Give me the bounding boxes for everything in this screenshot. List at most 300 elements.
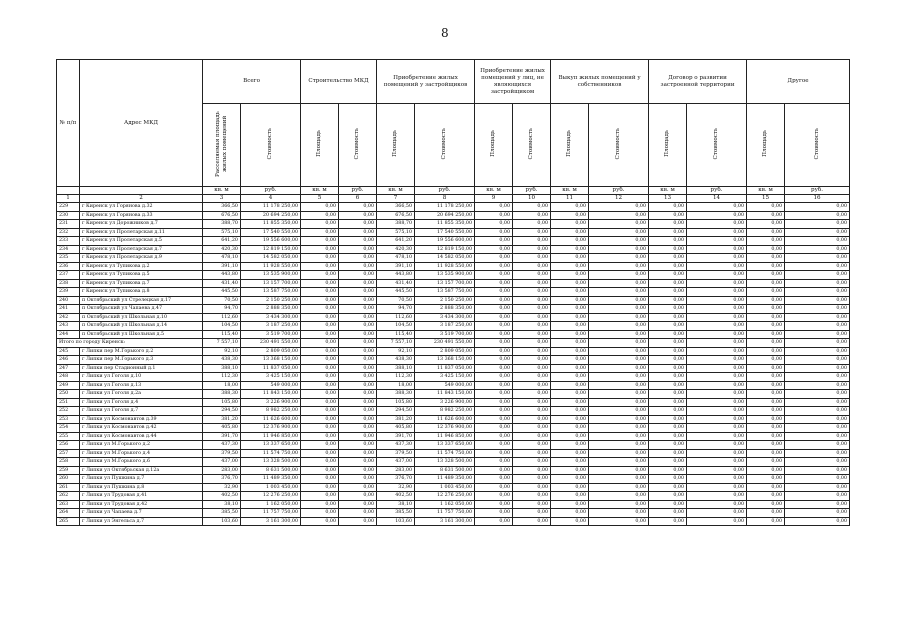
developer-cost: 13 368 150,00 — [415, 356, 475, 365]
non-developer-cost: 0,00 — [513, 305, 551, 314]
column-number: 4 — [241, 195, 301, 203]
buyout-area: 0,00 — [551, 441, 589, 450]
row-index: 232 — [57, 228, 80, 237]
unit-area: кв. м — [203, 187, 241, 195]
non-developer-cost: 0,00 — [513, 517, 551, 526]
total-cost: 549 000,00 — [241, 381, 301, 390]
non-developer-area: 0,00 — [475, 262, 513, 271]
other-area: 0,00 — [747, 305, 785, 314]
non-developer-area: 0,00 — [475, 424, 513, 433]
buyout-area: 0,00 — [551, 254, 589, 263]
header-cost: Стоимость — [813, 127, 820, 160]
table-row — [57, 271, 850, 280]
header-area: Площадь — [762, 130, 769, 157]
buyout-area: 0,00 — [551, 296, 589, 305]
total-cost: 11 574 750,00 — [241, 449, 301, 458]
total-cost: 19 556 600,00 — [241, 237, 301, 246]
table-row — [57, 373, 850, 382]
row-address: п Октябрьский ул Школьная д.10 — [80, 313, 203, 322]
row-index: 256 — [57, 441, 80, 450]
buyout-cost: 0,00 — [589, 356, 649, 365]
total-cost: 13 368 150,00 — [241, 356, 301, 365]
territory-area: 0,00 — [649, 211, 687, 220]
other-area: 0,00 — [747, 322, 785, 331]
developer-area: 379,50 — [377, 449, 415, 458]
non-developer-cost: 0,00 — [513, 322, 551, 331]
buyout-area: 0,00 — [551, 279, 589, 288]
buyout-cost: 0,00 — [589, 458, 649, 467]
territory-cost: 0,00 — [687, 356, 747, 365]
buyout-cost: 0,00 — [589, 517, 649, 526]
developer-area: 445,50 — [377, 288, 415, 297]
other-area: 0,00 — [747, 483, 785, 492]
other-area: 0,00 — [747, 220, 785, 229]
other-area: 0,00 — [747, 432, 785, 441]
developer-cost: 3 226 900,00 — [415, 398, 475, 407]
developer-area: 283,00 — [377, 466, 415, 475]
total-cost: 11 928 550,00 — [241, 262, 301, 271]
territory-area: 0,00 — [649, 373, 687, 382]
buyout-cost: 0,00 — [589, 220, 649, 229]
column-number: 16 — [785, 195, 850, 203]
buyout-area: 0,00 — [551, 475, 589, 484]
row-index: 264 — [57, 509, 80, 518]
territory-cost: 0,00 — [687, 330, 747, 339]
other-cost: 0,00 — [785, 390, 850, 399]
header-area: Площадь — [392, 130, 399, 157]
other-cost: 0,00 — [785, 339, 850, 348]
territory-area: 0,00 — [649, 407, 687, 416]
non-developer-cost: 0,00 — [513, 458, 551, 467]
developer-cost: 1 162 050,00 — [415, 500, 475, 509]
buyout-cost: 0,00 — [589, 500, 649, 509]
developer-area: 366,50 — [377, 203, 415, 212]
unit-cost: руб. — [339, 187, 377, 195]
construction-area: 0,00 — [301, 339, 339, 348]
territory-cost: 0,00 — [687, 449, 747, 458]
row-address: г Киренск ул Тупикова д.8 — [80, 288, 203, 297]
table-row — [57, 228, 850, 237]
developer-area: 676,50 — [377, 211, 415, 220]
header-group-construction: Строительство МКД — [301, 60, 377, 104]
other-cost: 0,00 — [785, 254, 850, 263]
table-row — [57, 322, 850, 331]
other-area: 0,00 — [747, 296, 785, 305]
other-area: 0,00 — [747, 492, 785, 501]
total-cost: 8 982 250,00 — [241, 407, 301, 416]
other-area: 0,00 — [747, 262, 785, 271]
total-cost: 13 587 750,00 — [241, 288, 301, 297]
row-index: 259 — [57, 466, 80, 475]
construction-area: 0,00 — [301, 398, 339, 407]
developer-area: 381,20 — [377, 415, 415, 424]
territory-cost: 0,00 — [687, 415, 747, 424]
row-address: г Киренск ул Пролетарская д.5 — [80, 237, 203, 246]
buyout-area: 0,00 — [551, 228, 589, 237]
non-developer-cost: 0,00 — [513, 347, 551, 356]
table-row — [57, 509, 850, 518]
total-area: 376,70 — [203, 475, 241, 484]
total-cost: 17 540 550,00 — [241, 228, 301, 237]
buyout-cost: 0,00 — [589, 339, 649, 348]
territory-cost: 0,00 — [687, 458, 747, 467]
developer-cost: 2 809 050,00 — [415, 347, 475, 356]
construction-area: 0,00 — [301, 407, 339, 416]
other-area: 0,00 — [747, 381, 785, 390]
buyout-area: 0,00 — [551, 407, 589, 416]
total-cost: 14 582 050,00 — [241, 254, 301, 263]
buyout-cost: 0,00 — [589, 364, 649, 373]
territory-cost: 0,00 — [687, 296, 747, 305]
table-row — [57, 432, 850, 441]
construction-area: 0,00 — [301, 441, 339, 450]
row-index: 251 — [57, 398, 80, 407]
developer-cost: 8 982 250,00 — [415, 407, 475, 416]
total-cost: 13 337 650,00 — [241, 441, 301, 450]
other-cost: 0,00 — [785, 509, 850, 518]
territory-area: 0,00 — [649, 271, 687, 280]
buyout-area: 0,00 — [551, 458, 589, 467]
non-developer-cost: 0,00 — [513, 288, 551, 297]
construction-area: 0,00 — [301, 211, 339, 220]
construction-area: 0,00 — [301, 466, 339, 475]
total-area: 445,50 — [203, 288, 241, 297]
construction-cost: 0,00 — [339, 381, 377, 390]
total-area: 391,10 — [203, 262, 241, 271]
non-developer-area: 0,00 — [475, 211, 513, 220]
row-address: г Липки ул Трудовая д.42 — [80, 500, 203, 509]
row-address: г Липки ул Гоголя д.4 — [80, 398, 203, 407]
total-cost: 11 946 850,00 — [241, 432, 301, 441]
header-cost: Стоимость — [441, 127, 448, 160]
total-cost: 3 519 700,00 — [241, 330, 301, 339]
non-developer-cost: 0,00 — [513, 245, 551, 254]
non-developer-cost: 0,00 — [513, 228, 551, 237]
other-cost: 0,00 — [785, 262, 850, 271]
other-cost: 0,00 — [785, 415, 850, 424]
total-area: 94,70 — [203, 305, 241, 314]
non-developer-area: 0,00 — [475, 203, 513, 212]
table-row — [57, 381, 850, 390]
row-address: г Киренск ул Горянова д.32 — [80, 203, 203, 212]
territory-cost: 0,00 — [687, 500, 747, 509]
construction-cost: 0,00 — [339, 313, 377, 322]
buyout-area: 0,00 — [551, 517, 589, 526]
other-cost: 0,00 — [785, 296, 850, 305]
developer-cost: 11 574 750,00 — [415, 449, 475, 458]
construction-cost: 0,00 — [339, 356, 377, 365]
total-area: 405,80 — [203, 424, 241, 433]
table-row — [57, 262, 850, 271]
table-row — [57, 288, 850, 297]
total-area: 388,30 — [203, 390, 241, 399]
buyout-area: 0,00 — [551, 483, 589, 492]
total-area: 104,50 — [203, 322, 241, 331]
other-area: 0,00 — [747, 475, 785, 484]
header-area: Площадь — [566, 130, 573, 157]
other-area: 0,00 — [747, 356, 785, 365]
territory-area: 0,00 — [649, 356, 687, 365]
row-index: 231 — [57, 220, 80, 229]
developer-cost: 3 519 700,00 — [415, 330, 475, 339]
other-area: 0,00 — [747, 364, 785, 373]
other-cost: 0,00 — [785, 483, 850, 492]
non-developer-cost: 0,00 — [513, 373, 551, 382]
other-cost: 0,00 — [785, 330, 850, 339]
developer-cost: 3 425 150,00 — [415, 373, 475, 382]
row-index: 263 — [57, 500, 80, 509]
construction-area: 0,00 — [301, 509, 339, 518]
territory-area: 0,00 — [649, 322, 687, 331]
table-row — [57, 211, 850, 220]
table-row — [57, 398, 850, 407]
resettlement-table — [56, 59, 850, 526]
territory-area: 0,00 — [649, 339, 687, 348]
table-row — [57, 415, 850, 424]
header-group-other: Другое — [747, 60, 850, 104]
construction-cost: 0,00 — [339, 271, 377, 280]
table-row — [57, 483, 850, 492]
construction-cost: 0,00 — [339, 220, 377, 229]
table-row — [57, 237, 850, 246]
other-cost: 0,00 — [785, 245, 850, 254]
row-index: 258 — [57, 458, 80, 467]
total-cost: 3 425 150,00 — [241, 373, 301, 382]
buyout-cost: 0,00 — [589, 279, 649, 288]
unit-cost: руб. — [513, 187, 551, 195]
non-developer-cost: 0,00 — [513, 381, 551, 390]
territory-cost: 0,00 — [687, 262, 747, 271]
row-address: п Октябрьский ул Чапаева д.47 — [80, 305, 203, 314]
buyout-area: 0,00 — [551, 288, 589, 297]
other-area: 0,00 — [747, 373, 785, 382]
territory-area: 0,00 — [649, 517, 687, 526]
other-cost: 0,00 — [785, 441, 850, 450]
other-area: 0,00 — [747, 288, 785, 297]
other-area: 0,00 — [747, 415, 785, 424]
construction-area: 0,00 — [301, 432, 339, 441]
total-cost: 3 434 300,00 — [241, 313, 301, 322]
row-index: 265 — [57, 517, 80, 526]
construction-area: 0,00 — [301, 364, 339, 373]
territory-area: 0,00 — [649, 441, 687, 450]
buyout-area: 0,00 — [551, 211, 589, 220]
territory-area: 0,00 — [649, 509, 687, 518]
construction-area: 0,00 — [301, 203, 339, 212]
total-area: 32,90 — [203, 483, 241, 492]
construction-area: 0,00 — [301, 483, 339, 492]
column-number: 2 — [80, 195, 203, 203]
territory-cost: 0,00 — [687, 398, 747, 407]
other-cost: 0,00 — [785, 424, 850, 433]
construction-area: 0,00 — [301, 279, 339, 288]
construction-cost: 0,00 — [339, 245, 377, 254]
buyout-cost: 0,00 — [589, 492, 649, 501]
column-number: 14 — [687, 195, 747, 203]
column-number-row — [57, 195, 850, 203]
non-developer-area: 0,00 — [475, 500, 513, 509]
non-developer-area: 0,00 — [475, 254, 513, 263]
other-area: 0,00 — [747, 517, 785, 526]
non-developer-cost: 0,00 — [513, 313, 551, 322]
other-area: 0,00 — [747, 279, 785, 288]
buyout-area: 0,00 — [551, 203, 589, 212]
other-area: 0,00 — [747, 228, 785, 237]
territory-cost: 0,00 — [687, 407, 747, 416]
row-address: г Липки ул Трудовая д.41 — [80, 492, 203, 501]
other-cost: 0,00 — [785, 279, 850, 288]
territory-area: 0,00 — [649, 449, 687, 458]
territory-cost: 0,00 — [687, 228, 747, 237]
buyout-area: 0,00 — [551, 322, 589, 331]
total-area: 115,40 — [203, 330, 241, 339]
territory-area: 0,00 — [649, 296, 687, 305]
row-address: п Октябрьский ул Школьная д.14 — [80, 322, 203, 331]
construction-cost: 0,00 — [339, 398, 377, 407]
non-developer-area: 0,00 — [475, 415, 513, 424]
territory-cost: 0,00 — [687, 288, 747, 297]
other-area: 0,00 — [747, 509, 785, 518]
other-cost: 0,00 — [785, 475, 850, 484]
unit-cost: руб. — [687, 187, 747, 195]
table-body — [57, 203, 850, 526]
non-developer-area: 0,00 — [475, 339, 513, 348]
other-cost: 0,00 — [785, 517, 850, 526]
developer-area: 388,70 — [377, 220, 415, 229]
other-cost: 0,00 — [785, 398, 850, 407]
territory-area: 0,00 — [649, 424, 687, 433]
other-cost: 0,00 — [785, 432, 850, 441]
territory-cost: 0,00 — [687, 237, 747, 246]
row-index: 234 — [57, 245, 80, 254]
construction-cost: 0,00 — [339, 407, 377, 416]
territory-area: 0,00 — [649, 432, 687, 441]
non-developer-cost: 0,00 — [513, 356, 551, 365]
non-developer-cost: 0,00 — [513, 398, 551, 407]
total-area: 431,40 — [203, 279, 241, 288]
territory-cost: 0,00 — [687, 466, 747, 475]
construction-area: 0,00 — [301, 458, 339, 467]
column-number: 11 — [551, 195, 589, 203]
buyout-area: 0,00 — [551, 509, 589, 518]
construction-area: 0,00 — [301, 228, 339, 237]
construction-area: 0,00 — [301, 424, 339, 433]
developer-area: 385,50 — [377, 509, 415, 518]
table-row — [57, 356, 850, 365]
buyout-area: 0,00 — [551, 330, 589, 339]
other-cost: 0,00 — [785, 492, 850, 501]
column-number: 10 — [513, 195, 551, 203]
non-developer-cost: 0,00 — [513, 424, 551, 433]
territory-area: 0,00 — [649, 305, 687, 314]
total-area: 385,50 — [203, 509, 241, 518]
non-developer-area: 0,00 — [475, 466, 513, 475]
row-address: г Липки ул Космонавтов д.42 — [80, 424, 203, 433]
row-address: г Липки пер М.Горького д.2 — [80, 347, 203, 356]
column-number: 15 — [747, 195, 785, 203]
developer-area: 575,10 — [377, 228, 415, 237]
total-area: 388,10 — [203, 364, 241, 373]
row-index: 254 — [57, 424, 80, 433]
developer-cost: 13 535 900,00 — [415, 271, 475, 280]
territory-area: 0,00 — [649, 288, 687, 297]
buyout-area: 0,00 — [551, 339, 589, 348]
non-developer-cost: 0,00 — [513, 339, 551, 348]
buyout-cost: 0,00 — [589, 330, 649, 339]
buyout-area: 0,00 — [551, 347, 589, 356]
unit-cost: руб. — [785, 187, 850, 195]
construction-cost: 0,00 — [339, 330, 377, 339]
total-cost: 2 809 050,00 — [241, 347, 301, 356]
territory-cost: 0,00 — [687, 373, 747, 382]
territory-area: 0,00 — [649, 347, 687, 356]
buyout-cost: 0,00 — [589, 203, 649, 212]
construction-area: 0,00 — [301, 220, 339, 229]
construction-area: 0,00 — [301, 322, 339, 331]
construction-cost: 0,00 — [339, 390, 377, 399]
total-cost: 2 888 350,00 — [241, 305, 301, 314]
buyout-cost: 0,00 — [589, 228, 649, 237]
row-index: 245 — [57, 347, 80, 356]
other-cost: 0,00 — [785, 407, 850, 416]
non-developer-cost: 0,00 — [513, 296, 551, 305]
territory-cost: 0,00 — [687, 517, 747, 526]
non-developer-cost: 0,00 — [513, 390, 551, 399]
territory-area: 0,00 — [649, 262, 687, 271]
buyout-area: 0,00 — [551, 356, 589, 365]
other-cost: 0,00 — [785, 203, 850, 212]
row-index: 235 — [57, 254, 80, 263]
territory-area: 0,00 — [649, 313, 687, 322]
developer-area: 420,30 — [377, 245, 415, 254]
non-developer-area: 0,00 — [475, 432, 513, 441]
total-cost: 230 491 550,00 — [241, 339, 301, 348]
territory-area: 0,00 — [649, 466, 687, 475]
non-developer-area: 0,00 — [475, 509, 513, 518]
construction-cost: 0,00 — [339, 288, 377, 297]
buyout-area: 0,00 — [551, 245, 589, 254]
developer-cost: 3 434 300,00 — [415, 313, 475, 322]
row-index: 236 — [57, 262, 80, 271]
non-developer-area: 0,00 — [475, 220, 513, 229]
territory-cost: 0,00 — [687, 322, 747, 331]
other-area: 0,00 — [747, 449, 785, 458]
construction-area: 0,00 — [301, 390, 339, 399]
territory-cost: 0,00 — [687, 313, 747, 322]
construction-cost: 0,00 — [339, 237, 377, 246]
buyout-area: 0,00 — [551, 237, 589, 246]
territory-cost: 0,00 — [687, 211, 747, 220]
territory-cost: 0,00 — [687, 305, 747, 314]
row-address: г Липки ул Энгельса д.7 — [80, 517, 203, 526]
column-number: 5 — [301, 195, 339, 203]
non-developer-area: 0,00 — [475, 228, 513, 237]
non-developer-cost: 0,00 — [513, 483, 551, 492]
header-cost: Стоимость — [528, 127, 535, 160]
non-developer-area: 0,00 — [475, 381, 513, 390]
other-cost: 0,00 — [785, 288, 850, 297]
developer-cost: 13 337 650,00 — [415, 441, 475, 450]
total-area: 388,70 — [203, 220, 241, 229]
total-cost: 3 187 250,00 — [241, 322, 301, 331]
buyout-cost: 0,00 — [589, 381, 649, 390]
non-developer-cost: 0,00 — [513, 509, 551, 518]
other-area: 0,00 — [747, 466, 785, 475]
table-row — [57, 313, 850, 322]
buyout-area: 0,00 — [551, 500, 589, 509]
non-developer-area: 0,00 — [475, 356, 513, 365]
developer-area: 38,10 — [377, 500, 415, 509]
